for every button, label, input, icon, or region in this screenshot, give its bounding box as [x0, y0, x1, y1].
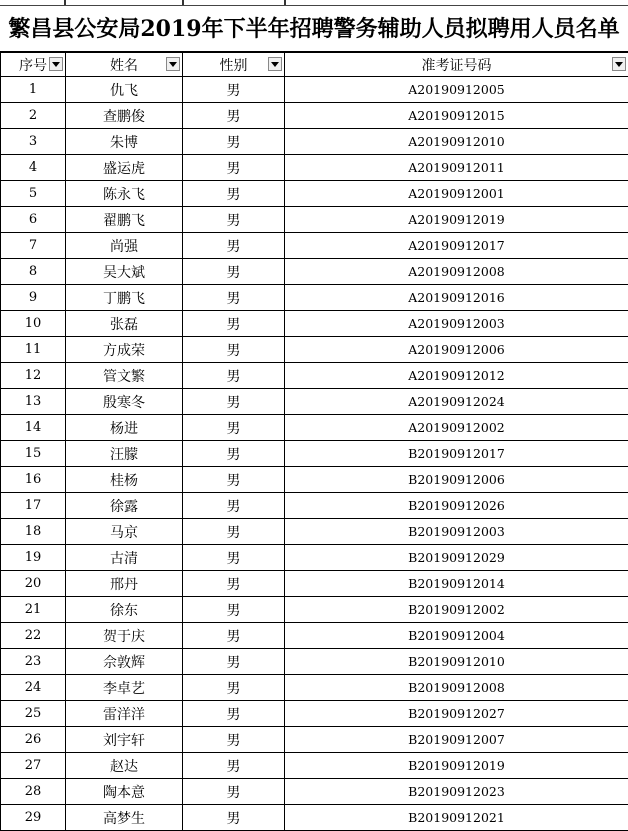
- cell-name: 古清: [66, 545, 183, 571]
- cell-name: 贺于庆: [66, 623, 183, 649]
- cell-exam-number: A20190912019: [285, 207, 628, 233]
- cell-name: 高梦生: [66, 805, 183, 831]
- cell-exam-number: A20190912010: [285, 129, 628, 155]
- cell-gender: 男: [183, 701, 285, 727]
- cell-exam-number: A20190912006: [285, 337, 628, 363]
- cell-exam-number: B20190912004: [285, 623, 628, 649]
- cell-name: 陶本意: [66, 779, 183, 805]
- cell-serial: 4: [1, 155, 66, 181]
- table-row: [1, 623, 628, 649]
- cell-exam-number: A20190912024: [285, 389, 628, 415]
- header-exam-number-label: 准考证号码: [422, 58, 492, 74]
- cell-exam-number: B20190912026: [285, 493, 628, 519]
- cell-exam-number: A20190912008: [285, 259, 628, 285]
- cell-serial: 10: [1, 311, 66, 337]
- table-row: [1, 207, 628, 233]
- filter-dropdown-icon[interactable]: [612, 57, 626, 71]
- cell-serial: 17: [1, 493, 66, 519]
- cell-exam-number: B20190912010: [285, 649, 628, 675]
- cell-exam-number: B20190912027: [285, 701, 628, 727]
- cell-name: 方成荣: [66, 337, 183, 363]
- table-row: [1, 597, 628, 623]
- cell-name: 桂杨: [66, 467, 183, 493]
- table-row: [1, 649, 628, 675]
- filter-dropdown-icon[interactable]: [49, 57, 63, 71]
- table-row: [1, 493, 628, 519]
- table-row: [1, 779, 628, 805]
- cell-exam-number: A20190912017: [285, 233, 628, 259]
- cell-serial: 8: [1, 259, 66, 285]
- cell-serial: 7: [1, 233, 66, 259]
- table-row: [1, 233, 628, 259]
- cell-exam-number: B20190912006: [285, 467, 628, 493]
- cell-serial: 11: [1, 337, 66, 363]
- header-gender: [183, 53, 285, 77]
- cell-name: 丁鹏飞: [66, 285, 183, 311]
- cell-name: 徐东: [66, 597, 183, 623]
- cell-gender: 男: [183, 571, 285, 597]
- cell-gender: 男: [183, 545, 285, 571]
- cell-serial: 26: [1, 727, 66, 753]
- table-row: [1, 545, 628, 571]
- cell-gender: 男: [183, 233, 285, 259]
- cell-exam-number: A20190912012: [285, 363, 628, 389]
- table-row: [1, 441, 628, 467]
- table-row: [1, 415, 628, 441]
- table-row: [1, 129, 628, 155]
- cell-exam-number: A20190912001: [285, 181, 628, 207]
- cell-name: 仇飞: [66, 77, 183, 103]
- cell-name: 查鹏俊: [66, 103, 183, 129]
- cell-gender: 男: [183, 77, 285, 103]
- cell-name: 尚强: [66, 233, 183, 259]
- cell-gender: 男: [183, 779, 285, 805]
- table-row: [1, 311, 628, 337]
- cell-gender: 男: [183, 727, 285, 753]
- cell-gender: 男: [183, 155, 285, 181]
- table-row: [1, 571, 628, 597]
- cell-gender: 男: [183, 259, 285, 285]
- table-row: [1, 467, 628, 493]
- cell-exam-number: B20190912029: [285, 545, 628, 571]
- cell-exam-number: A20190912005: [285, 77, 628, 103]
- cell-exam-number: B20190912019: [285, 753, 628, 779]
- cell-exam-number: A20190912016: [285, 285, 628, 311]
- cell-gender: 男: [183, 753, 285, 779]
- cell-name: 朱博: [66, 129, 183, 155]
- page-title: 繁昌县公安局2019年下半年招聘警务辅助人员拟聘用人员名单: [0, 6, 628, 52]
- cell-gender: 男: [183, 415, 285, 441]
- cell-gender: 男: [183, 597, 285, 623]
- cell-serial: 29: [1, 805, 66, 831]
- cell-exam-number: B20190912008: [285, 675, 628, 701]
- table-row: [1, 337, 628, 363]
- cell-exam-number: B20190912014: [285, 571, 628, 597]
- cell-gender: 男: [183, 649, 285, 675]
- cell-exam-number: B20190912017: [285, 441, 628, 467]
- cell-name: 雷洋洋: [66, 701, 183, 727]
- cell-name: 汪朦: [66, 441, 183, 467]
- filter-dropdown-icon[interactable]: [166, 57, 180, 71]
- cell-serial: 28: [1, 779, 66, 805]
- table-row: [1, 753, 628, 779]
- cell-serial: 6: [1, 207, 66, 233]
- cell-name: 杨进: [66, 415, 183, 441]
- filter-dropdown-icon[interactable]: [268, 57, 282, 71]
- table-row: [1, 389, 628, 415]
- cell-gender: 男: [183, 493, 285, 519]
- cell-name: 佘敦辉: [66, 649, 183, 675]
- cell-serial: 24: [1, 675, 66, 701]
- table-row: [1, 519, 628, 545]
- table-row: [1, 155, 628, 181]
- cell-name: 马京: [66, 519, 183, 545]
- table-row: [1, 181, 628, 207]
- cell-exam-number: B20190912007: [285, 727, 628, 753]
- cell-serial: 3: [1, 129, 66, 155]
- cell-serial: 15: [1, 441, 66, 467]
- table-row: [1, 77, 628, 103]
- cell-serial: 2: [1, 103, 66, 129]
- cell-name: 陈永飞: [66, 181, 183, 207]
- cell-serial: 16: [1, 467, 66, 493]
- cell-name: 吴大斌: [66, 259, 183, 285]
- cell-serial: 12: [1, 363, 66, 389]
- cell-exam-number: B20190912023: [285, 779, 628, 805]
- table-row: [1, 285, 628, 311]
- table-row: [1, 259, 628, 285]
- table-row: [1, 701, 628, 727]
- cell-serial: 25: [1, 701, 66, 727]
- cell-gender: 男: [183, 389, 285, 415]
- cell-serial: 5: [1, 181, 66, 207]
- cell-serial: 18: [1, 519, 66, 545]
- cell-serial: 27: [1, 753, 66, 779]
- cell-serial: 23: [1, 649, 66, 675]
- cell-exam-number: B20190912002: [285, 597, 628, 623]
- header-serial: [1, 53, 66, 77]
- header-row: [1, 53, 628, 77]
- cell-serial: 21: [1, 597, 66, 623]
- cell-serial: 19: [1, 545, 66, 571]
- cell-exam-number: B20190912003: [285, 519, 628, 545]
- cell-exam-number: A20190912011: [285, 155, 628, 181]
- cell-gender: 男: [183, 311, 285, 337]
- header-gender-label: 性别: [220, 58, 248, 74]
- cell-name: 管文繁: [66, 363, 183, 389]
- cell-serial: 22: [1, 623, 66, 649]
- cell-gender: 男: [183, 467, 285, 493]
- cell-serial: 13: [1, 389, 66, 415]
- cell-serial: 20: [1, 571, 66, 597]
- cell-exam-number: B20190912021: [285, 805, 628, 831]
- cell-name: 张磊: [66, 311, 183, 337]
- header-serial-label: 序号: [19, 58, 47, 74]
- table-row: [1, 727, 628, 753]
- cell-gender: 男: [183, 207, 285, 233]
- cell-gender: 男: [183, 805, 285, 831]
- cell-gender: 男: [183, 181, 285, 207]
- cell-name: 殷寒冬: [66, 389, 183, 415]
- cell-gender: 男: [183, 337, 285, 363]
- cell-serial: 9: [1, 285, 66, 311]
- table-row: [1, 805, 628, 831]
- table-row: [1, 363, 628, 389]
- cell-gender: 男: [183, 441, 285, 467]
- cell-serial: 1: [1, 77, 66, 103]
- header-name: [66, 53, 183, 77]
- roster-table: [0, 52, 628, 831]
- cell-gender: 男: [183, 285, 285, 311]
- cell-gender: 男: [183, 103, 285, 129]
- cell-name: 李卓艺: [66, 675, 183, 701]
- header-exam-number: [285, 53, 628, 77]
- cell-gender: 男: [183, 623, 285, 649]
- cell-name: 盛运虎: [66, 155, 183, 181]
- table-row: [1, 103, 628, 129]
- cell-gender: 男: [183, 675, 285, 701]
- cell-gender: 男: [183, 363, 285, 389]
- header-name-label: 姓名: [110, 58, 138, 74]
- cell-name: 徐露: [66, 493, 183, 519]
- cell-exam-number: A20190912003: [285, 311, 628, 337]
- cell-exam-number: A20190912002: [285, 415, 628, 441]
- cell-serial: 14: [1, 415, 66, 441]
- cell-gender: 男: [183, 129, 285, 155]
- cell-name: 邢丹: [66, 571, 183, 597]
- cell-exam-number: A20190912015: [285, 103, 628, 129]
- cell-gender: 男: [183, 519, 285, 545]
- cell-name: 刘宇轩: [66, 727, 183, 753]
- table-row: [1, 675, 628, 701]
- cell-name: 翟鹏飞: [66, 207, 183, 233]
- cell-name: 赵达: [66, 753, 183, 779]
